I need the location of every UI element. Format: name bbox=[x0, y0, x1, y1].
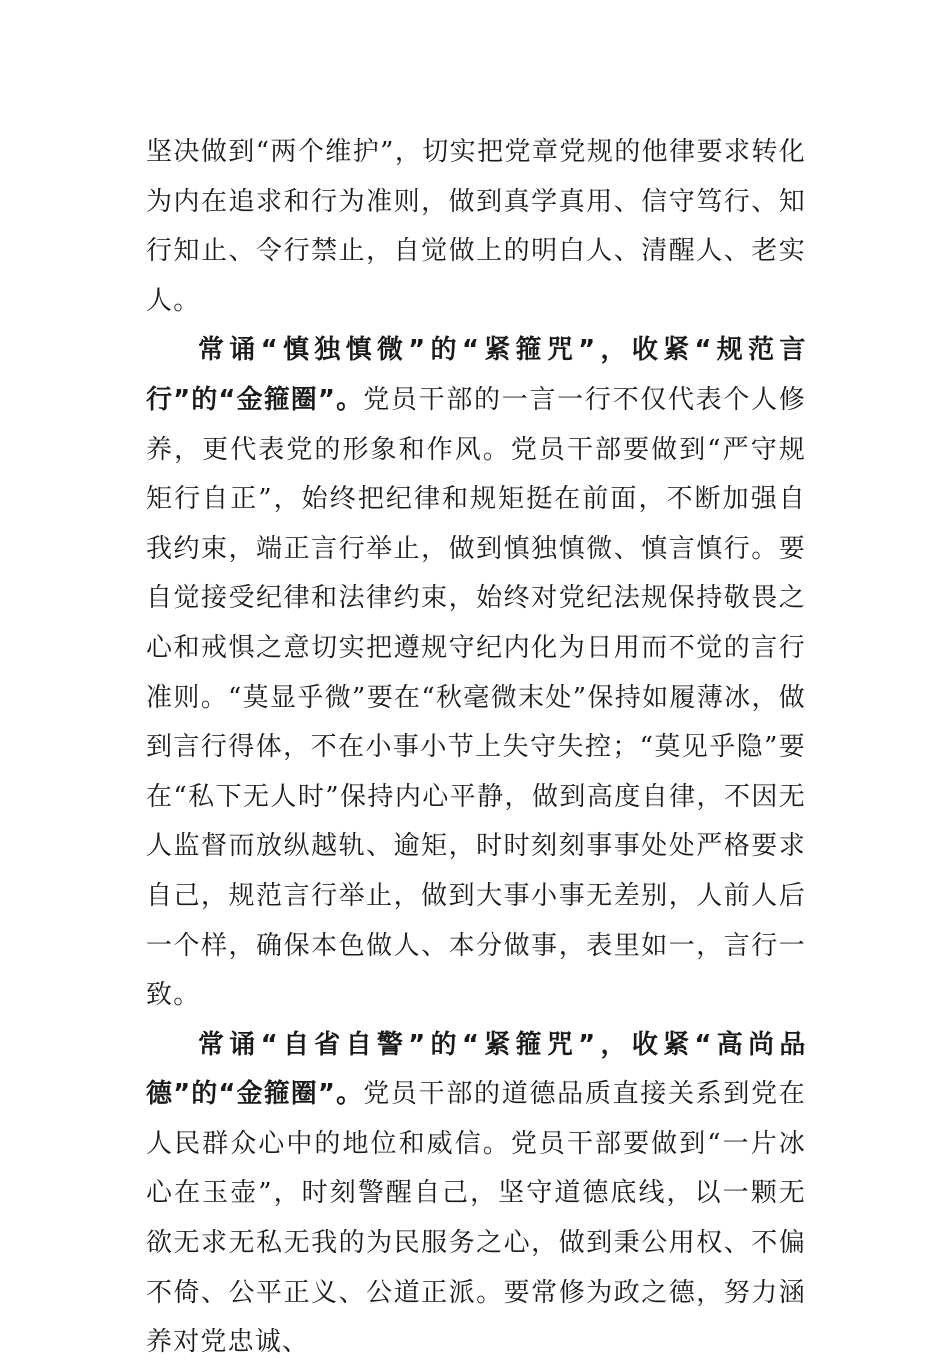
paragraph-text: 坚决做到“两个维护”，切实把党章党规的他律要求转化为内在追求和行为准则，做到真学真用、信守笃行、知行知止、令行禁止，自觉做上的明白人、清醒人、老实人。 bbox=[146, 137, 806, 316]
paragraph-lead: 常诵“自省自警”的“紧箍咒”，收紧“高尚品德”的“金箍圈”。 bbox=[146, 1029, 806, 1110]
body-text bbox=[146, 128, 806, 1368]
paragraph-lead: 常诵“慎独慎微”的“紧箍咒”，收紧“规范言行”的“金箍圈”。 bbox=[146, 335, 806, 415]
paragraph-self-reflection bbox=[146, 1021, 806, 1368]
paragraph-prudence bbox=[146, 326, 806, 1020]
paragraph-continuation bbox=[146, 128, 806, 326]
paragraph-text: 党员干部的道德品质直接关系到党在人民群众心中的地位和威信。党员干部要做到“一片冰心在玉壶”，时刻警醒自己，坚守道德底线，以一颗无欲无求无私无我的为民服务之心，做到秉公用权、不偏不倚、公平正义、公道正派。要常修为政之德，努力涵养对党忠诚、 bbox=[146, 1079, 806, 1358]
paragraph-text: 党员干部的一言一行不仅代表个人修养，更代表党的形象和作风。党员干部要做到“严守规矩行自正”，始终把纪律和规矩挺在前面，不断加强自我约束，端正言行举止，做到慎独慎微、慎言慎行。要自觉接受纪律和法律约束，始终对党纪法规保持敬畏之心和戒惧之意切实把遵规守纪内化为日用而不觉的言行准则。“莫显乎微”要在“秋毫微末处”保持如履薄冰，做到言行得体，不在小事小节上失守失控；“莫见乎隐”要在“私下无人时”保持内心平静，做到高度自律，不因无人监督而放纵越轨、逾矩，时时刻刻事事处处严格要求自己，规范言行举止，做到大事小事无差别，人前人后一个样，确保本色做人、本分做事，表里如一，言行一致。 bbox=[146, 384, 806, 1011]
